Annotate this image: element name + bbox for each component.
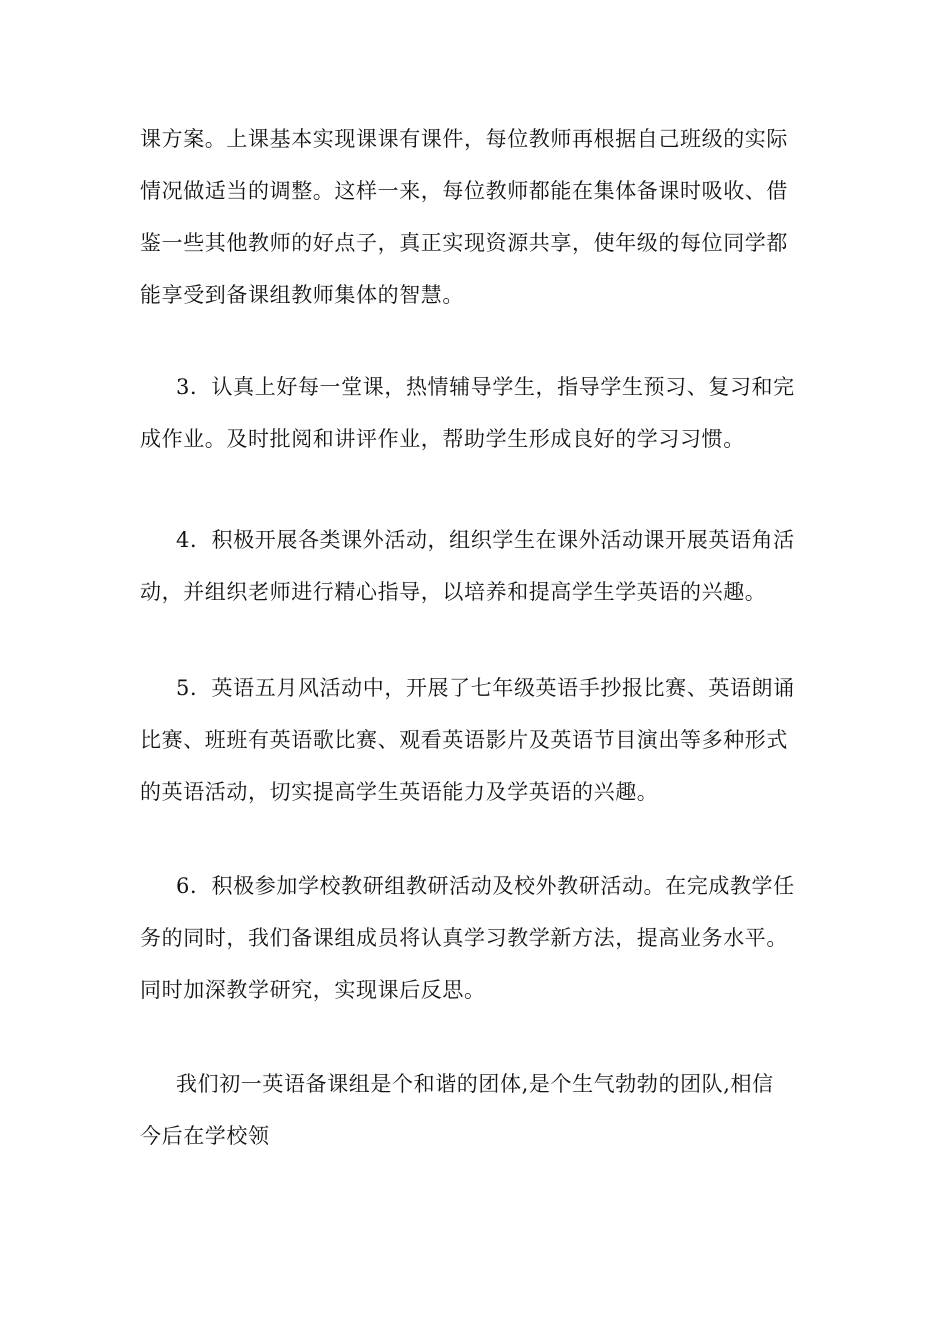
text-line: 情况做适当的调整。这样一来，每位教师都能在集体备课时吸收、借 (140, 179, 788, 203)
text-line: 今后在学校领 (140, 1124, 270, 1148)
paragraph-item-6 (140, 860, 812, 1016)
paragraph-item-3 (140, 361, 812, 465)
paragraph-item-5 (140, 662, 812, 818)
text-line: 6．积极参加学校教研组教研活动及校外教研活动。在完成教学任 (176, 874, 795, 898)
text-line: 务的同时，我们备课组成员将认真学习教学新方法，提高业务水平。 (140, 926, 788, 950)
text-line: 比赛、班班有英语歌比赛、观看英语影片及英语节目演出等多种形式 (140, 728, 788, 752)
paragraph-lesson-plan-continuation (140, 113, 812, 321)
text-line: 鉴一些其他教师的好点子，真正实现资源共享，使年级的每位同学都 (140, 231, 788, 255)
text-line: 3．认真上好每一堂课，热情辅导学生，指导学生预习、复习和完 (176, 375, 795, 399)
text-line: 我们初一英语备课组是个和谐的团体,是个生气勃勃的团队,相信 (176, 1072, 774, 1096)
paragraph-item-4 (140, 514, 812, 618)
text-line: 5．英语五月风活动中，开展了七年级英语手抄报比赛、英语朗诵 (176, 676, 795, 700)
text-line: 能享受到备课组教师集体的智慧。 (140, 283, 464, 307)
text-line: 成作业。及时批阅和讲评作业，帮助学生形成良好的学习习惯。 (140, 427, 745, 451)
text-line: 同时加深教学研究，实现课后反思。 (140, 978, 486, 1002)
paragraph-closing (140, 1058, 812, 1162)
text-line: 的英语活动，切实提高学生英语能力及学英语的兴趣。 (140, 780, 659, 804)
text-line: 课方案。上课基本实现课课有课件，每位教师再根据自己班级的实际 (140, 127, 788, 151)
text-line: 4．积极开展各类课外活动，组织学生在课外活动课开展英语角活 (176, 528, 795, 552)
text-line: 动，并组织老师进行精心指导，以培养和提高学生学英语的兴趣。 (140, 580, 767, 604)
